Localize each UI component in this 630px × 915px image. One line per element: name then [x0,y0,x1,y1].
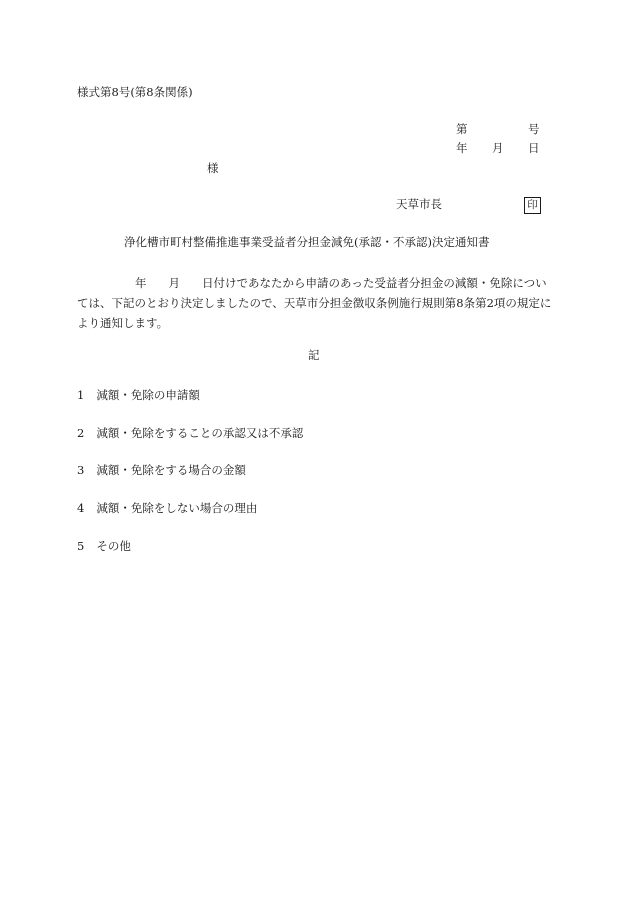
body-text: 日付けであなたから申請のあった受益者分担金の減額・免除については、下記のとおり決定しましたので、天草市分担金徴収条例施行規則第8条第2項の規定により通知します。 [77,276,552,330]
item-label: 減額・免除の申請額 [96,388,200,402]
list-item [77,428,303,440]
item-number: 3 [77,463,85,477]
date-month: 月 [492,141,504,155]
addressee-suffix: 様 [207,161,219,175]
list-item [77,390,200,402]
list-item [77,503,257,515]
item-number: 5 [77,539,85,553]
list-item [77,465,246,477]
date-year: 年 [456,141,468,155]
item-label: 減額・免除をする場合の金額 [96,463,246,477]
notice-body [77,273,555,333]
list-item [77,541,131,553]
seal-icon: 印 [524,197,541,214]
item-label: 減額・免除をしない場合の理由 [96,501,258,515]
seal-mark [524,197,541,214]
body-year: 年 [135,276,147,290]
date-day: 日 [528,141,540,155]
body-month: 月 [168,276,180,290]
item-number: 4 [77,501,85,515]
document-title: 浄化槽市町村整備推進事業受益者分担金減免(承認・不承認)決定通知書 [124,235,490,249]
number-suffix: 号 [528,122,540,136]
item-number: 2 [77,426,85,440]
number-prefix: 第 [456,122,468,136]
item-number: 1 [77,388,85,402]
item-label: 減額・免除をすることの承認又は不承認 [96,426,304,440]
issuer-title: 天草市長 [396,197,442,211]
item-label: その他 [96,539,131,553]
form-label: 様式第8号(第8条関係) [77,85,193,99]
ki-heading: 記 [308,348,320,362]
